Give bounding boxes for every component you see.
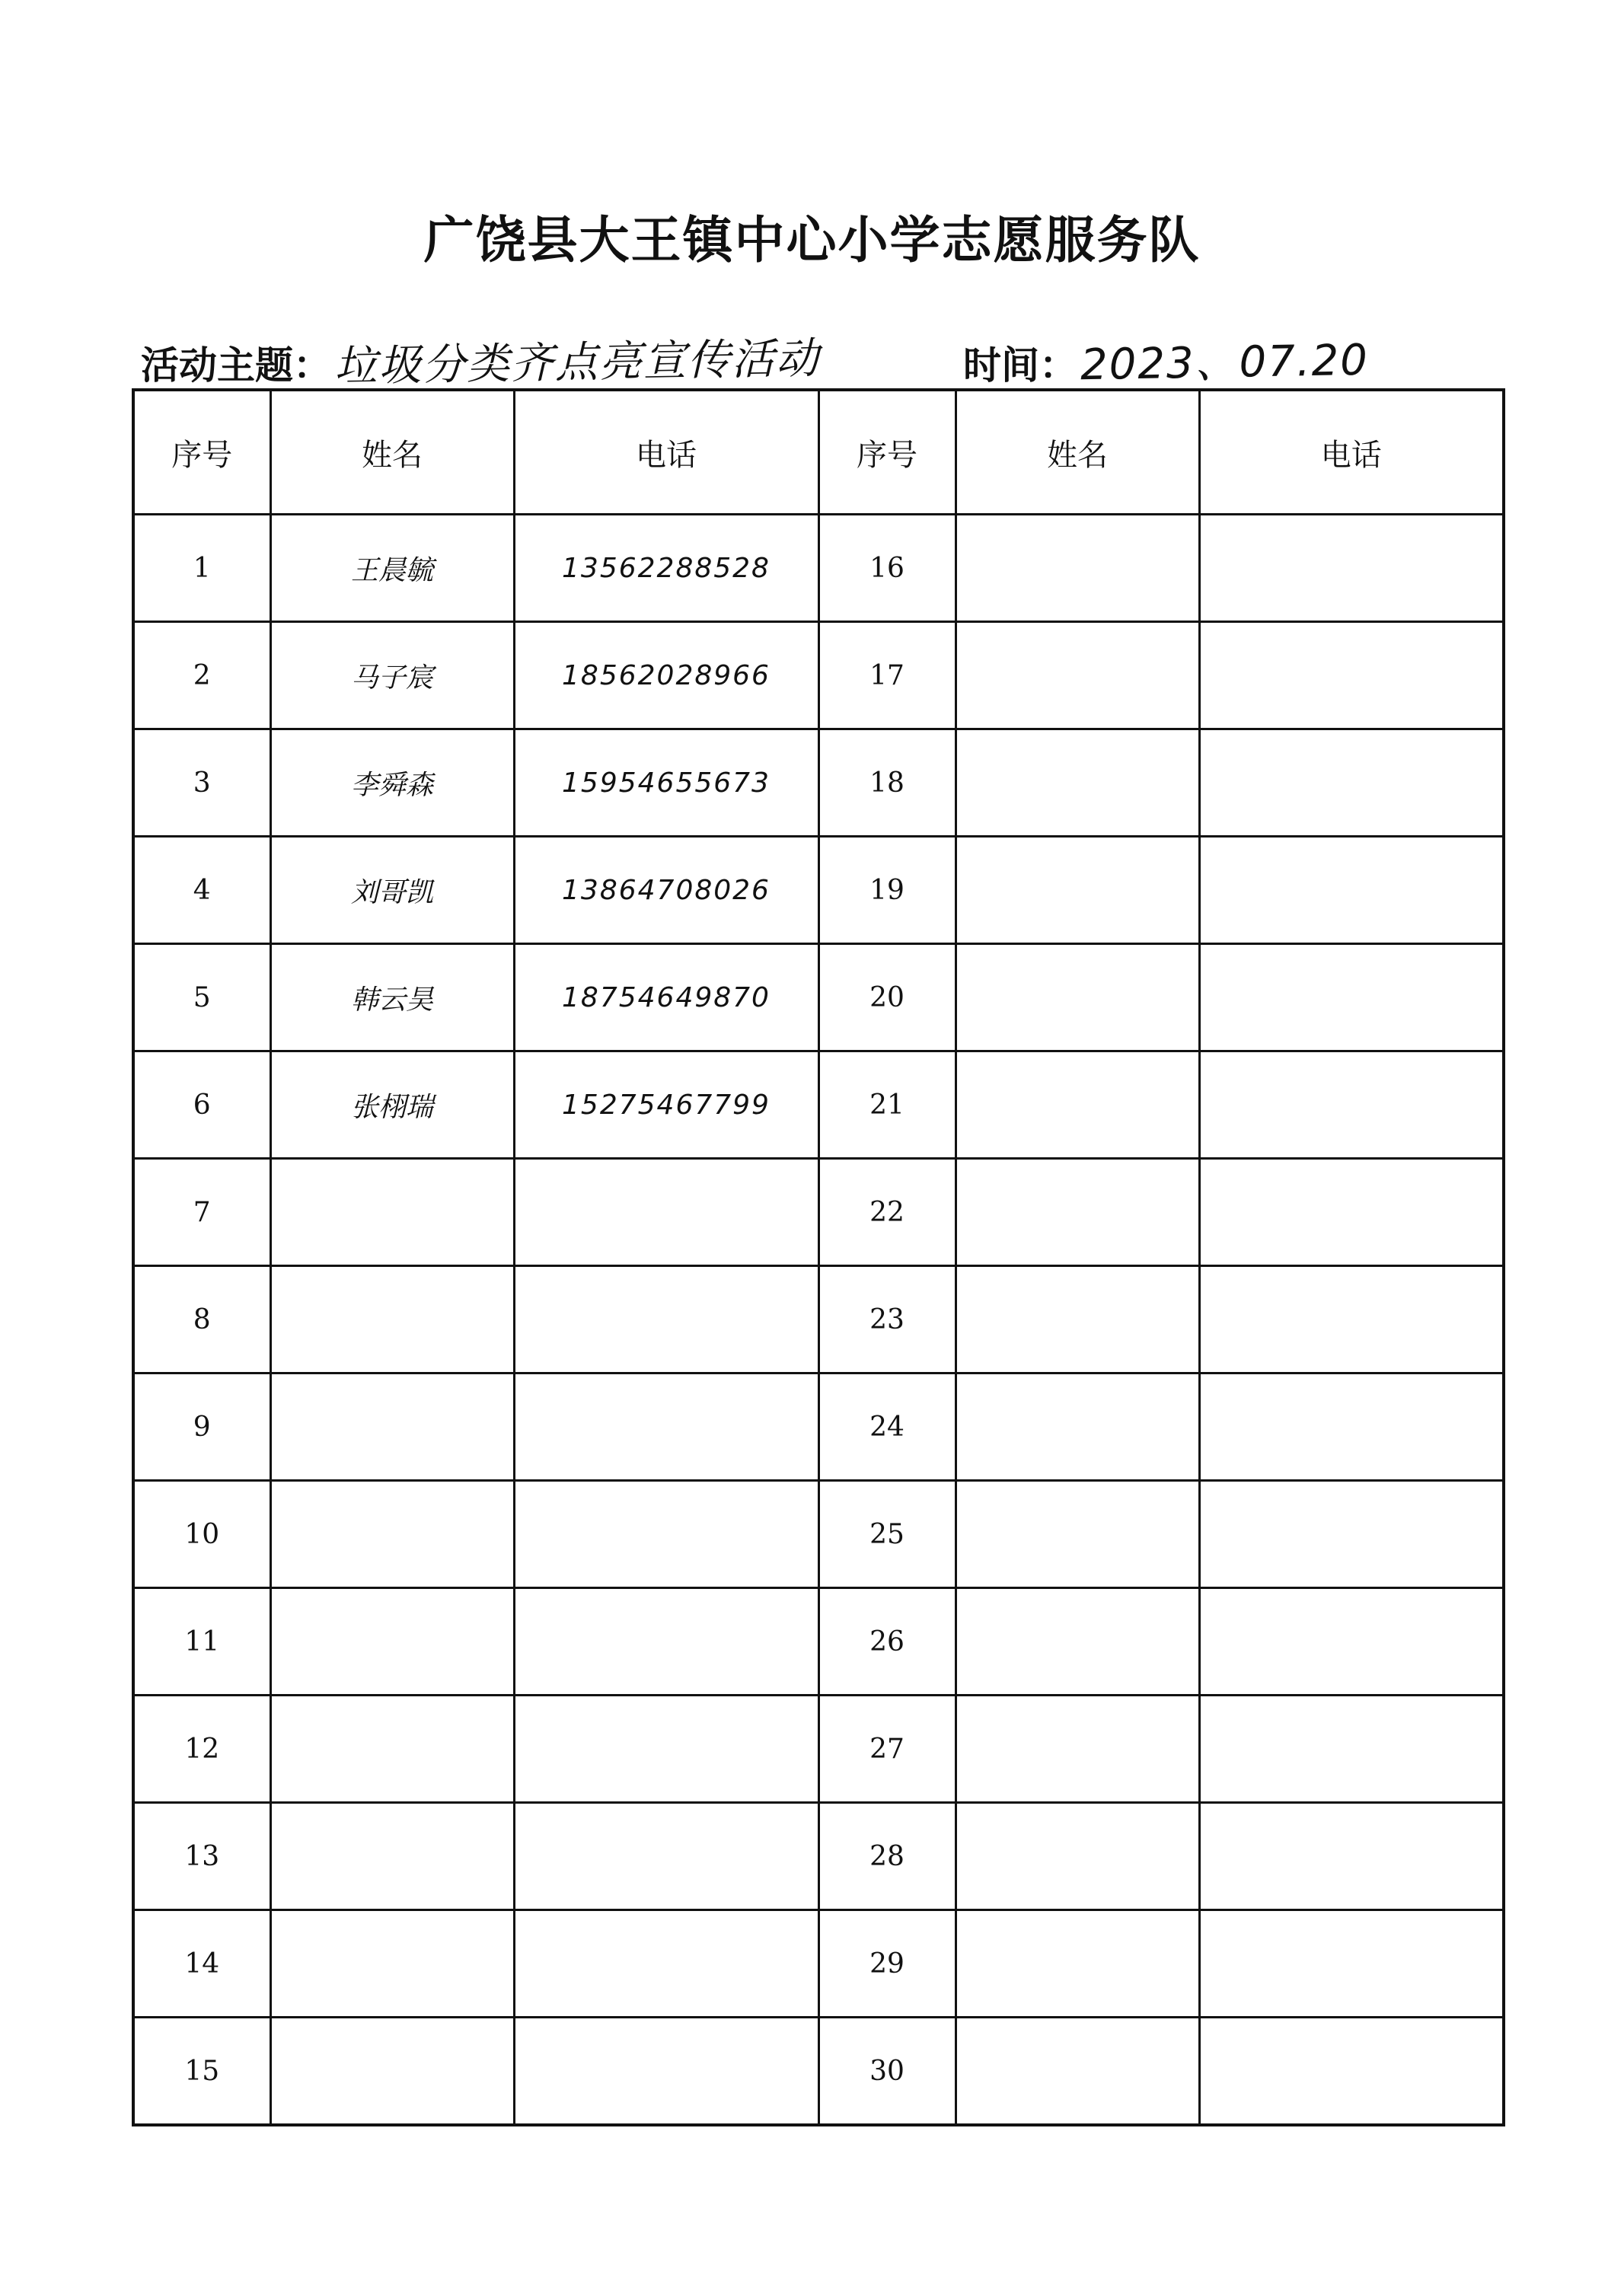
volunteer-phone [1199, 515, 1504, 622]
volunteer-name [270, 2018, 514, 2126]
row-index: 27 [818, 1696, 956, 1803]
volunteer-phone [1199, 1051, 1504, 1159]
volunteer-name: 王晨毓 [270, 515, 514, 622]
table-row [133, 1481, 1504, 1588]
table-row [133, 1266, 1504, 1374]
volunteer-name [956, 1696, 1199, 1803]
activity-time-label: 时间： [963, 343, 1077, 388]
row-index: 18 [818, 729, 956, 837]
header-name-right: 姓名 [956, 390, 1199, 515]
row-index: 17 [818, 622, 956, 729]
row-index: 8 [133, 1266, 270, 1374]
row-index: 15 [133, 2018, 270, 2126]
volunteer-name [956, 1374, 1199, 1481]
row-index: 4 [133, 837, 270, 944]
table-row [133, 1051, 1504, 1159]
document-title: 广饶县大王镇中心小学志愿服务队 [423, 211, 1201, 270]
volunteer-name [270, 1910, 514, 2018]
volunteer-name: 韩云昊 [270, 944, 514, 1051]
row-index: 21 [818, 1051, 956, 1159]
volunteer-phone [1199, 1696, 1504, 1803]
table-header-row [133, 390, 1504, 515]
volunteer-phone [1199, 622, 1504, 729]
row-index: 25 [818, 1481, 956, 1588]
volunteer-phone [514, 1374, 818, 1481]
row-index: 11 [133, 1588, 270, 1696]
volunteer-phone [1199, 1374, 1504, 1481]
volunteer-phone [514, 1696, 818, 1803]
volunteer-phone: 13562288528 [514, 515, 818, 622]
volunteer-phone: 13864708026 [514, 837, 818, 944]
volunteer-name [956, 1910, 1199, 2018]
table-row [133, 1910, 1504, 2018]
row-index: 10 [133, 1481, 270, 1588]
activity-time [963, 324, 1370, 391]
volunteer-name [956, 837, 1199, 944]
row-index: 20 [818, 944, 956, 1051]
row-index: 19 [818, 837, 956, 944]
volunteer-name [270, 1159, 514, 1266]
row-index: 3 [133, 729, 270, 837]
row-index: 2 [133, 622, 270, 729]
header-phone-right: 电话 [1199, 390, 1504, 515]
row-index: 13 [133, 1803, 270, 1910]
volunteer-name [956, 944, 1199, 1051]
table-row [133, 622, 1504, 729]
volunteer-phone [514, 1481, 818, 1588]
row-index: 26 [818, 1588, 956, 1696]
volunteer-name [956, 1266, 1199, 1374]
table-row [133, 729, 1504, 837]
table-row [133, 1696, 1504, 1803]
volunteer-phone: 15275467799 [514, 1051, 818, 1159]
volunteer-name [956, 1588, 1199, 1696]
volunteer-phone [1199, 944, 1504, 1051]
volunteer-name: 马子宸 [270, 622, 514, 729]
row-index: 5 [133, 944, 270, 1051]
volunteer-phone: 18562028966 [514, 622, 818, 729]
row-index: 29 [818, 1910, 956, 2018]
volunteer-phone [514, 2018, 818, 2126]
volunteer-name [270, 1266, 514, 1374]
volunteer-name [270, 1374, 514, 1481]
volunteer-phone [1199, 1481, 1504, 1588]
table-row [133, 1374, 1504, 1481]
table-row [133, 515, 1504, 622]
row-index: 24 [818, 1374, 956, 1481]
table-row [133, 1588, 1504, 1696]
volunteer-phone [514, 1910, 818, 2018]
volunteer-phone [514, 1266, 818, 1374]
row-index: 12 [133, 1696, 270, 1803]
volunteer-phone [1199, 729, 1504, 837]
roster-body [133, 515, 1504, 2126]
volunteer-name [956, 622, 1199, 729]
row-index: 22 [818, 1159, 956, 1266]
table-row [133, 944, 1504, 1051]
volunteer-name [956, 515, 1199, 622]
volunteer-phone [514, 1588, 818, 1696]
row-index: 23 [818, 1266, 956, 1374]
volunteer-name [956, 1159, 1199, 1266]
row-index: 30 [818, 2018, 956, 2126]
volunteer-name [956, 1803, 1199, 1910]
volunteer-name: 刘哥凯 [270, 837, 514, 944]
table-row [133, 2018, 1504, 2126]
row-index: 28 [818, 1803, 956, 1910]
volunteer-phone [1199, 1159, 1504, 1266]
volunteer-name [956, 729, 1199, 837]
header-index-right: 序号 [818, 390, 956, 515]
volunteer-name [270, 1803, 514, 1910]
volunteer-name [270, 1481, 514, 1588]
header-phone-left: 电话 [514, 390, 818, 515]
row-index: 14 [133, 1910, 270, 2018]
header-index-left: 序号 [133, 390, 270, 515]
volunteer-name [956, 2018, 1199, 2126]
volunteer-name [956, 1051, 1199, 1159]
volunteer-name [956, 1481, 1199, 1588]
table-row [133, 1803, 1504, 1910]
volunteer-phone [1199, 837, 1504, 944]
table-row [133, 1159, 1504, 1266]
row-index: 9 [133, 1374, 270, 1481]
activity-topic [141, 324, 821, 392]
volunteer-phone [514, 1159, 818, 1266]
volunteer-phone: 15954655673 [514, 729, 818, 837]
volunteer-phone [1199, 1803, 1504, 1910]
header-name-left: 姓名 [270, 390, 514, 515]
volunteer-name [270, 1696, 514, 1803]
activity-topic-label: 活动主题： [141, 343, 331, 388]
volunteer-name: 张栩瑞 [270, 1051, 514, 1159]
row-index: 6 [133, 1051, 270, 1159]
volunteer-phone [1199, 2018, 1504, 2126]
volunteer-roster-table [132, 388, 1505, 2126]
row-index: 7 [133, 1159, 270, 1266]
row-index: 1 [133, 515, 270, 622]
table-row [133, 837, 1504, 944]
volunteer-phone [1199, 1588, 1504, 1696]
volunteer-name: 李舜森 [270, 729, 514, 837]
row-index: 16 [818, 515, 956, 622]
activity-topic-value: 垃圾分类齐点亮宣传活动 [333, 333, 821, 392]
volunteer-phone [514, 1803, 818, 1910]
activity-time-value: 2023、07.20 [1080, 335, 1370, 391]
volunteer-phone [1199, 1910, 1504, 2018]
volunteer-phone [1199, 1266, 1504, 1374]
volunteer-name [270, 1588, 514, 1696]
volunteer-phone: 18754649870 [514, 944, 818, 1051]
